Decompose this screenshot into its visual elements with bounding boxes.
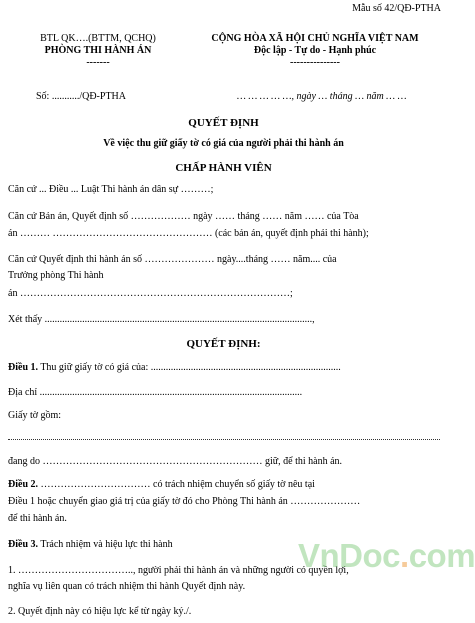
national-motto: Độc lập - Tự do - Hạnh phúc <box>253 45 377 56</box>
consideration: Xét thấy ..........................................................................................................., <box>8 314 315 325</box>
article-2-line3: để thi hành án. <box>8 513 67 524</box>
article-3 <box>8 539 173 551</box>
authority-heading: CHẤP HÀNH VIÊN <box>175 162 272 174</box>
document-title: QUYẾT ĐỊNH <box>188 117 259 129</box>
basis-enforcement-cont: Trưởng phòng Thi hành <box>8 270 104 281</box>
article-1 <box>8 362 341 374</box>
national-title: CỘNG HÒA XÃ HỘI CHỦ NGHĨA VIỆT NAM <box>211 33 419 44</box>
basis-law: Căn cứ ... Điều ... Luật Thi hành án dân sự ………; <box>8 184 214 195</box>
watermark-dot: . <box>400 537 409 574</box>
article-2-label: Điều 2. <box>8 479 38 490</box>
watermark-main: VnDoc <box>298 537 401 574</box>
place-date: … … … … …, ngày … tháng … năm … … <box>237 91 407 102</box>
article-2 <box>8 479 315 491</box>
vndoc-watermark <box>298 537 475 575</box>
article-3-text: Trách nhiệm và hiệu lực thi hành <box>40 539 173 550</box>
article-3-item1-cont: nghĩa vụ liên quan có trách nhiệm thi hành Quyết định này. <box>8 581 246 592</box>
basis-judgment: Căn cứ Bản án, Quyết định số ……………… ngày …… tháng …… năm …… của Tòa <box>8 211 359 222</box>
article-1-address: Địa chỉ ......................................................................................................... <box>8 387 303 398</box>
document-subtitle: Về việc thu giữ giấy tờ có giá của người phải thi hành án <box>103 138 344 149</box>
article-3-item2: 2. Quyết định này có hiệu lực kể từ ngày ký./. <box>8 606 192 617</box>
article-1-holder: đang do ………………………………………………………… giữ, để thi hành án. <box>8 456 343 467</box>
decision-number: Số: .........../QĐ-PTHA <box>36 91 127 102</box>
agency-line: BTL QK….(BTTM, QCHQ) <box>40 33 156 44</box>
basis-enforcement: Căn cứ Quyết định thi hành án số ………………… ngày....tháng …… năm.... của <box>8 254 337 265</box>
agency-name: PHÒNG THI HÀNH ÁN <box>44 45 152 56</box>
article-2-text: …………………………… có trách nhiệm chuyển số giấy tờ nêu tại <box>40 479 315 490</box>
papers-blank-line <box>8 439 440 440</box>
article-3-label: Điều 3. <box>8 539 38 550</box>
article-1-papers: Giấy tờ gồm: <box>8 410 62 421</box>
article-1-text: Thu giữ giấy tờ có giá của: ............................................................................ <box>40 362 341 373</box>
decision-heading: QUYẾT ĐỊNH: <box>186 338 261 350</box>
watermark-tld: com <box>408 537 475 574</box>
article-1-label: Điều 1. <box>8 362 38 373</box>
agency-rule: ------- <box>86 57 110 68</box>
form-code: Mẫu số 42/QĐ-PTHA <box>352 3 441 14</box>
article-3-item1: 1. …………………………….., người phải thi hành án và những người có quyền lợi, <box>8 565 349 576</box>
basis-judgment-cont: án ……… ………………………………………… (các bản án, quyết định phải thi hành); <box>8 228 369 239</box>
national-rule: --------------- <box>290 57 340 68</box>
basis-enforcement-end: án ………………………………………………………………………; <box>8 288 293 299</box>
article-2-line2: Điều 1 hoặc chuyển giao giá trị của giấy tờ đó cho Phòng Thi hành án ………………… <box>8 496 361 507</box>
